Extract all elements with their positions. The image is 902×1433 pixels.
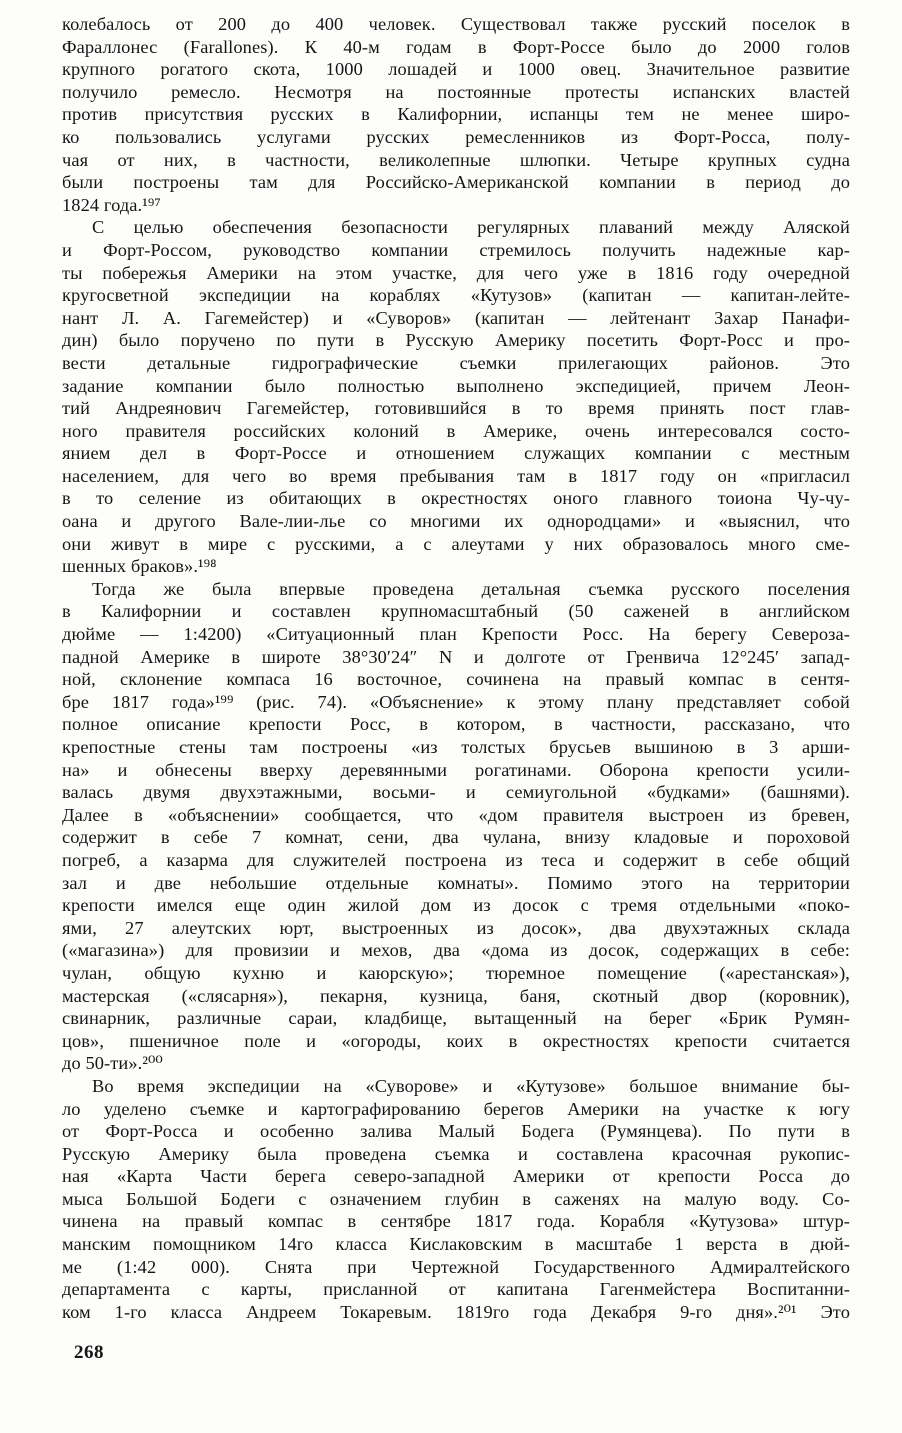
text-line: нант Л. А. Гагемейстер) и «Суворов» (капитан — лейтенант Захар Панафи-	[62, 307, 850, 328]
text-line: оана и другого Вале-лии-лье со многими их однородцами» и «выяснил, что	[62, 511, 850, 532]
page-text	[62, 13, 850, 1323]
text-line: были построены там для Российско-Американской компании в период до	[62, 172, 850, 193]
text-line: манским помощником 14го класса Кислаковским в масштабе 1 верста в дюй-	[62, 1234, 850, 1255]
text-line: ной, склонение компаса 16 восточное, сочинена на правый компас в сентя-	[62, 669, 850, 690]
text-line: погреб, а казарма для служителей построена из теса и содержит в себе общий	[62, 849, 850, 870]
text-line: свинарник, различные сараи, кладбище, вытащенный на берег «Брик Румян-	[62, 1008, 850, 1029]
text-line: Тогда же была впервые проведена детальная съемка русского поселения	[92, 578, 850, 599]
text-line: департамента с карты, присланной от капитана Гагенмейстера Воспитанни-	[62, 1279, 850, 1300]
text-line: падной Америке в широте 38°30′24″ N и долготе от Гренвича 12°245′ запад-	[62, 646, 850, 667]
text-line: ного правителя российских колоний в Америке, очень интересовался состо-	[62, 420, 850, 441]
paragraph	[62, 216, 850, 578]
text-line: Во время экспедиции на «Суворове» и «Кутузове» большое внимание бы-	[92, 1075, 850, 1096]
text-line: 1824 года.¹⁹⁷	[62, 194, 161, 215]
text-line: крепостные стены там построены «из толстых брусьев вышиною в 3 арши-	[62, 737, 850, 757]
paragraph	[62, 13, 850, 216]
text-line: полное описание крепости Росс, в котором, в частности, рассказано, что	[62, 714, 850, 735]
text-line: кругосветной экспедиции на кораблях «Кутузов» (капитан — капитан-лейте-	[62, 285, 850, 306]
text-line: колебалось от 200 до 400 человек. Существовал также русский поселок в	[62, 14, 850, 34]
text-line: дюйме — 1:4200) «Ситуационный план Крепости Росс. На берегу Североза-	[62, 624, 850, 645]
text-line: чулан, общую кухню и каюрскую»; тюремное помещение («арестанская»),	[62, 962, 850, 983]
text-line: янием дел в Форт-Россе и отношением служащих компании с местным	[62, 443, 850, 464]
text-line: шенных браков».¹⁹⁸	[62, 556, 217, 577]
text-line: дин) было поручено по пути в Русскую Америку посетить Форт-Росс и про-	[62, 330, 850, 351]
text-line: ме (1:42 000). Снята при Чертежной Государственного Адмиралтейского	[62, 1256, 850, 1277]
text-line: и Форт-Россом, руководство компании стремилось получить надежные кар-	[62, 239, 850, 260]
text-line: чинена на правый компас в сентябре 1817 года. Корабля «Кутузова» штур-	[62, 1211, 850, 1232]
text-line: задание компании было полностью выполнено экспедицией, причем Леон-	[62, 375, 850, 396]
text-line: от Форт-Росса и особенно залива Малый Бодега (Румянцева). По пути в	[62, 1121, 850, 1142]
text-line: получило ремесло. Несмотря на постоянные протесты испанских властей	[62, 81, 850, 102]
text-line: ло уделено съемке и картографированию берегов Америки на участке к югу	[62, 1098, 850, 1119]
text-line: крепости имелся еще один жилой дом из досок с тремя отдельными «поко-	[62, 895, 850, 916]
text-line: против присутствия русских в Калифорнии, испанцы тем не менее широ-	[62, 104, 850, 125]
text-line: цов», пшеничное поле и «огороды, коих в окрестностях крепости считается	[62, 1030, 850, 1051]
text-line: С целью обеспечения безопасности регулярных плаваний между Аляской	[92, 217, 850, 238]
text-line: мастерская («слясарня»), пекарня, кузница, баня, скотный двор (коровник),	[62, 985, 850, 1006]
text-line: ты побережья Америки на этом участке, для чего уже в 1816 году очередной	[62, 262, 850, 283]
text-line: Фараллонес (Farallones). К 40-м годам в Форт-Россе было до 2000 голов	[62, 36, 850, 57]
text-line: до 50-ти».²⁰⁰	[62, 1053, 163, 1074]
text-line: они живут в мире с русскими, а с алеутами у них образовалось много сме-	[62, 533, 850, 554]
text-line: вести детальные гидрографические съемки прилегающих районов. Это	[62, 352, 850, 373]
text-line: в Калифорнии и составлен крупномасштабный (50 саженей в английском	[62, 601, 850, 622]
text-line: на» и обнесены вверху деревянными рогатинами. Оборона крепости усили-	[62, 759, 850, 780]
text-line: содержит в себе 7 комнат, сени, два чулана, внизу кладовые и пороховой	[62, 827, 850, 848]
text-line: крупного рогатого скота, 1000 лошадей и 1000 овец. Значительное развитие	[62, 59, 850, 80]
paragraph	[62, 578, 850, 1075]
text-line: чая от них, в частности, великолепные шлюпки. Четыре крупных судна	[62, 149, 850, 170]
text-line: зал и две небольшие отдельные комнаты». Помимо этого на территории	[62, 872, 850, 893]
text-line: ко пользовались услугами русских ремесленников из Форт-Росса, полу-	[62, 126, 850, 147]
text-line: («магазина») для провизии и мехов, два «дома из досок, содержащих в себе:	[62, 940, 850, 961]
page-number: 268	[74, 1342, 104, 1363]
text-line: населением, для чего во время пребывания там в 1817 году он «пригласил	[62, 465, 850, 486]
text-line: Далее в «объяснении» сообщается, что «дом правителя выстроен из бревен,	[62, 804, 850, 825]
text-line: ная «Карта Части берега северо-западной Америки от крепости Росса до	[62, 1166, 850, 1187]
text-line: в то селение из обитающих в окрестностях оного главного тоиона Чу-чу-	[62, 488, 850, 509]
text-line: Русскую Америку была проведена съемка и составлена красочная рукопис-	[62, 1143, 850, 1164]
text-line: валась двумя двухэтажными, восьми- и семиугольной «будками» (башнями).	[62, 782, 850, 803]
text-line: мыса Большой Бодеги с означением глубин в саженях на малую воду. Со-	[62, 1188, 850, 1209]
text-line: бре 1817 года»¹⁹⁹ (рис. 74). «Объяснение» к этому плану представляет собой	[62, 691, 850, 712]
text-line: ями, 27 алеутских юрт, выстроенных из досок», два двухэтажных склада	[62, 917, 850, 938]
text-line: ком 1-го класса Андреем Токаревым. 1819го года Декабря 9-го дня».²⁰¹ Это	[62, 1301, 850, 1322]
text-line: тий Андреянович Гагемейстер, готовившийся в то время принять пост глав-	[62, 398, 850, 419]
paragraph	[62, 1075, 850, 1324]
